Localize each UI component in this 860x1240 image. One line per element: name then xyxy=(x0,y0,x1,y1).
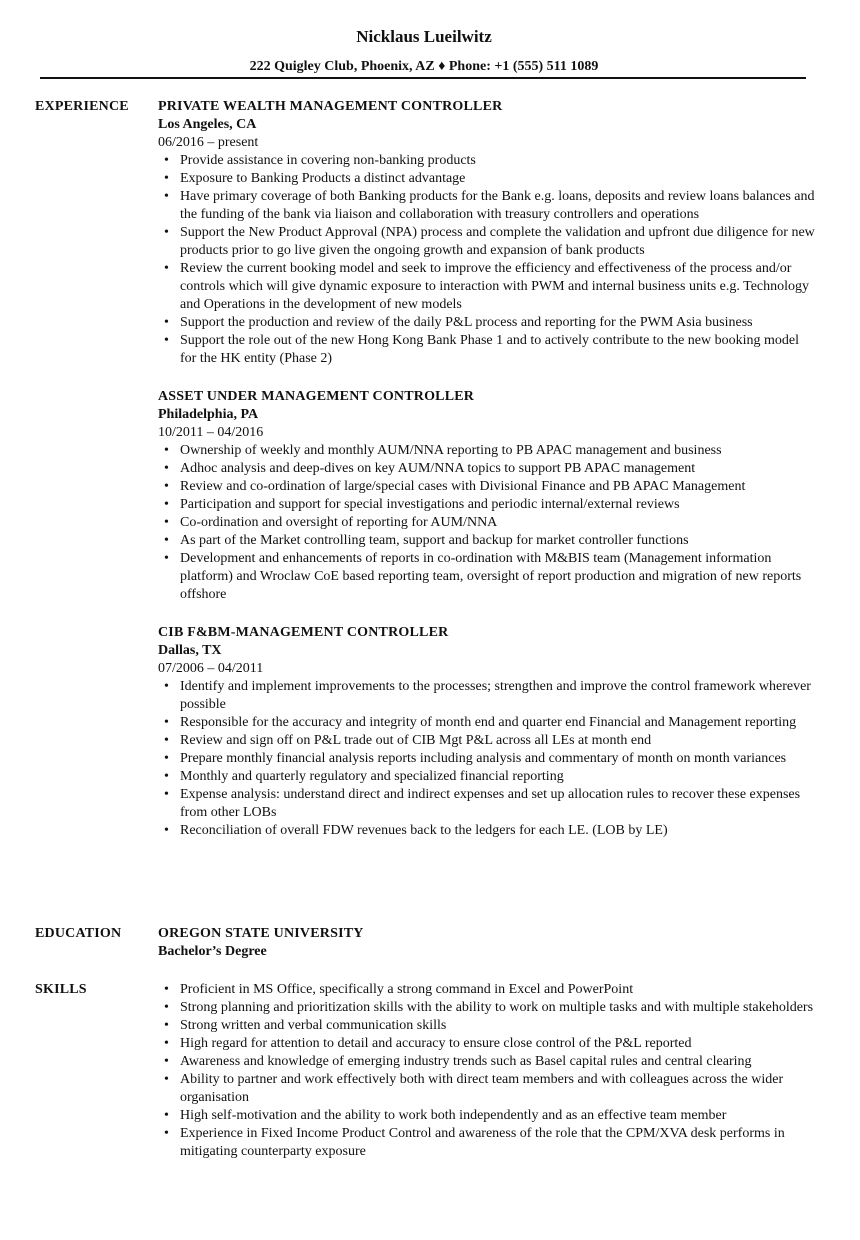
skill-item: • Proficient in MS Office, specifically a strong command in Excel and PowerPoint xyxy=(180,981,818,999)
bullet-item: • Support the New Product Approval (NPA) process and complete the validation and upfront due diligence for new products prior to go live given the ongoing growth and expansion of bank products xyxy=(180,224,818,260)
job-title: PRIVATE WEALTH MANAGEMENT CONTROLLER xyxy=(158,99,503,114)
section-title-skills: SKILLS xyxy=(35,982,87,997)
skill-item: • Awareness and knowledge of emerging industry trends such as Basel capital rules and central clearing xyxy=(180,1053,818,1071)
job-location: Dallas, TX xyxy=(158,643,222,658)
skill-item: • Strong written and verbal communication skills xyxy=(180,1017,818,1035)
skill-item: • High regard for attention to detail and accuracy to ensure close control of the P&L reported xyxy=(180,1035,818,1053)
job-title: ASSET UNDER MANAGEMENT CONTROLLER xyxy=(158,389,475,404)
job-bullets xyxy=(158,152,818,368)
job-entry xyxy=(158,98,818,368)
degree: Bachelor’s Degree xyxy=(158,944,267,959)
resume-name: Nicklaus Lueilwitz xyxy=(356,27,492,46)
bullet-item: • Prepare monthly financial analysis reports including analysis and commentary of month on month variances xyxy=(180,750,818,768)
bullet-item: • Review and co-ordination of large/special cases with Divisional Finance and PB APAC Management xyxy=(180,478,818,496)
bullet-item: • Adhoc analysis and deep-dives on key AUM/NNA topics to support PB APAC management xyxy=(180,460,818,478)
job-dates: 10/2011 – 04/2016 xyxy=(158,425,264,440)
experience-body xyxy=(158,98,818,860)
skill-item: • Experience in Fixed Income Product Control and awareness of the role that the CPM/XVA desk performs in mitigating counterparty exposure xyxy=(180,1125,818,1161)
bullet-item: • Responsible for the accuracy and integrity of month end and quarter end Financial and Management reporting xyxy=(180,714,818,732)
header-divider xyxy=(40,77,806,79)
bullet-item: • Review and sign off on P&L trade out of CIB Mgt P&L across all LEs at month end xyxy=(180,732,818,750)
bullet-item: • Co-ordination and oversight of reporting for AUM/NNA xyxy=(180,514,818,532)
section-title-education: EDUCATION xyxy=(35,926,122,941)
contact-line: 222 Quigley Club, Phoenix, AZ ♦ Phone: +1 (555) 511 1089 xyxy=(249,59,599,74)
bullet-item: • Provide assistance in covering non-banking products xyxy=(180,152,818,170)
job-dates: 06/2016 – present xyxy=(158,135,259,150)
job-title: CIB F&BM-MANAGEMENT CONTROLLER xyxy=(158,625,449,640)
education-body xyxy=(158,925,818,961)
bullet-item: • Reconciliation of overall FDW revenues back to the ledgers for each LE. (LOB by LE) xyxy=(180,822,818,840)
job-location: Los Angeles, CA xyxy=(158,117,257,132)
skills-list xyxy=(158,981,818,1161)
bullet-item: • Ownership of weekly and monthly AUM/NNA reporting to PB APAC management and business xyxy=(180,442,818,460)
job-entry xyxy=(158,388,818,604)
bullet-item: • Review the current booking model and seek to improve the efficiency and effectiveness of the process and/or controls which will give dynamic exposure to interaction with PWM and internal business units e.g. Technology and Operations in the development of new models xyxy=(180,260,818,314)
bullet-item: • Support the production and review of the daily P&L process and reporting for the PWM Asia business xyxy=(180,314,818,332)
bullet-item: • Monthly and quarterly regulatory and specialized financial reporting xyxy=(180,768,818,786)
job-bullets xyxy=(158,442,818,604)
bullet-item: • Support the role out of the new Hong Kong Bank Phase 1 and to actively contribute to the new booking model for the HK entity (Phase 2) xyxy=(180,332,818,368)
bullet-item: • Expense analysis: understand direct and indirect expenses and set up allocation rules to recover these expenses from other LOBs xyxy=(180,786,818,822)
bullet-item: • Have primary coverage of both Banking products for the Bank e.g. loans, deposits and review loans balances and the funding of the bank via liaison and collaboration with treasury controllers and operations xyxy=(180,188,818,224)
job-dates: 07/2006 – 04/2011 xyxy=(158,661,264,676)
bullet-item: • Exposure to Banking Products a distinct advantage xyxy=(180,170,818,188)
section-title-experience: EXPERIENCE xyxy=(35,99,129,114)
bullet-item: • Participation and support for special investigations and periodic internal/external reviews xyxy=(180,496,818,514)
skills-body xyxy=(158,981,818,1161)
bullet-item: • As part of the Market controlling team, support and backup for market controller functions xyxy=(180,532,818,550)
skill-item: • Ability to partner and work effectively both with direct team members and with colleagues across the wider organisation xyxy=(180,1071,818,1107)
skill-item: • High self-motivation and the ability to work both independently and as an effective team member xyxy=(180,1107,818,1125)
job-location: Philadelphia, PA xyxy=(158,407,259,422)
bullet-item: • Development and enhancements of reports in co-ordination with M&BIS team (Management information platform) and Wroclaw CoE based reporting team, oversight of report production and migration of new reports offshore xyxy=(180,550,818,604)
job-bullets xyxy=(158,678,818,840)
school-name: OREGON STATE UNIVERSITY xyxy=(158,926,364,941)
job-entry xyxy=(158,624,818,840)
bullet-item: • Identify and implement improvements to the processes; strengthen and improve the control framework wherever possible xyxy=(180,678,818,714)
skill-item: • Strong planning and prioritization skills with the ability to work on multiple tasks and with multiple stakeholders xyxy=(180,999,818,1017)
